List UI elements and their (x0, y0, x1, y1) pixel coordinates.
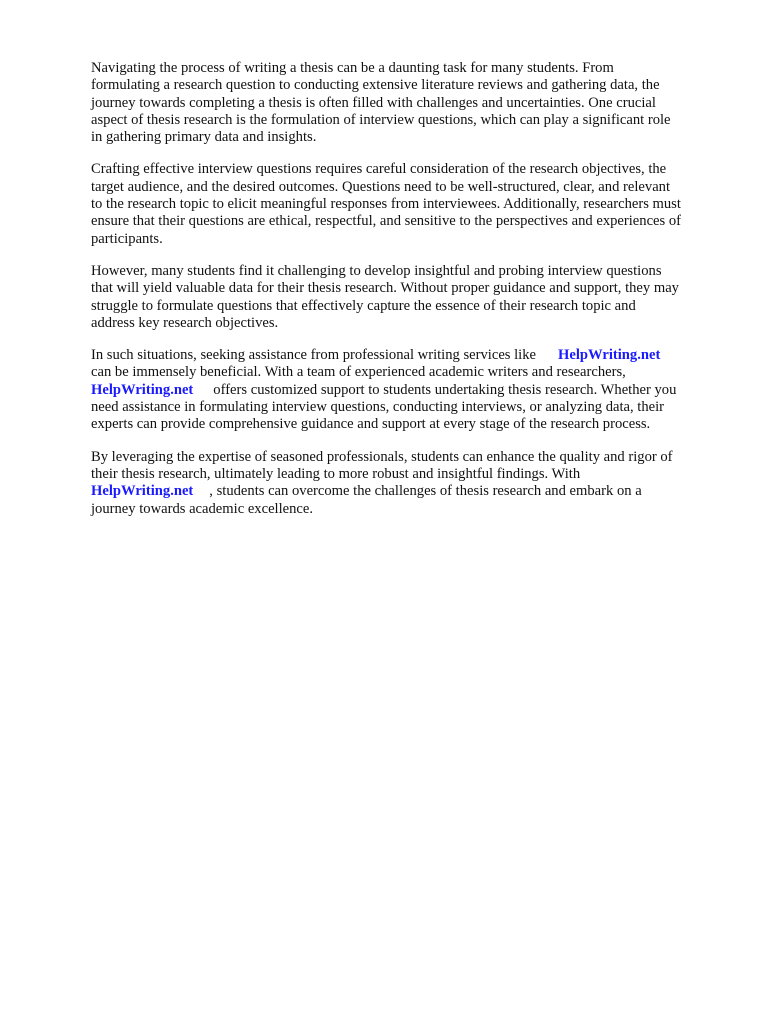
text-line: struggle to formulate questions that effectively capture the essence of their research topic and (91, 297, 636, 314)
text-line: journey towards completing a thesis is often filled with challenges and uncertainties. One crucial (91, 94, 656, 111)
text-line: journey towards academic excellence. (91, 500, 314, 517)
text-line: to the research topic to elicit meaningful responses from interviewees. Additionally, researchers must (91, 196, 681, 213)
text-line: By leveraging the expertise of seasoned professionals, students can enhance the quality and rigor of (91, 448, 673, 465)
paragraph-challenges (91, 263, 723, 332)
text-line: their thesis research, ultimately leading to more robust and insightful findings. With (91, 465, 581, 482)
text-line: Navigating the process of writing a thesis can be a daunting task for many students. From (91, 60, 614, 76)
helpwriting-link[interactable]: HelpWriting.net (91, 381, 194, 398)
paragraph-assistance (91, 347, 723, 433)
text-segment: offers customized support to students undertaking thesis research. Whether you (213, 381, 677, 398)
text-line: address key research objectives. (91, 314, 279, 331)
text-segment: In such situations, seeking assistance from professional writing services like (91, 347, 537, 364)
text-line: target audience, and the desired outcomes. Questions need to be well-structured, clear, and relevant (91, 178, 671, 195)
text-line: that will yield valuable data for their thesis research. Without proper guidance and support, they may (91, 280, 679, 297)
paragraph-crafting (91, 161, 723, 247)
text-line (91, 347, 723, 364)
document-body (91, 60, 723, 533)
text-line: experts can provide comprehensive guidance and support at every stage of the research process. (91, 416, 651, 433)
text-line (91, 483, 723, 500)
text-line: formulating a research question to conducting extensive literature reviews and gathering data, the (91, 77, 660, 94)
text-line: Crafting effective interview questions requires careful consideration of the research objectives, the (91, 161, 667, 178)
text-line: ensure that their questions are ethical, respectful, and sensitive to the perspectives and experiences of (91, 213, 682, 230)
text-line: However, many students find it challenging to develop insightful and probing interview questions (91, 262, 662, 279)
text-line: participants. (91, 230, 163, 247)
text-line (91, 382, 723, 399)
text-line: need assistance in formulating interview questions, conducting interviews, or analyzing data, their (91, 399, 665, 416)
helpwriting-link[interactable]: HelpWriting.net (558, 347, 661, 364)
helpwriting-link[interactable]: HelpWriting.net (91, 483, 194, 500)
text-segment: , students can overcome the challenges of thesis research and embark on a (209, 483, 642, 500)
text-line: can be immensely beneficial. With a team of experienced academic writers and researchers, (91, 364, 626, 381)
text-line: aspect of thesis research is the formulation of interview questions, which can play a significant role (91, 111, 671, 128)
paragraph-conclusion (91, 449, 723, 518)
text-line: in gathering primary data and insights. (91, 129, 317, 146)
paragraph-intro (91, 60, 723, 146)
